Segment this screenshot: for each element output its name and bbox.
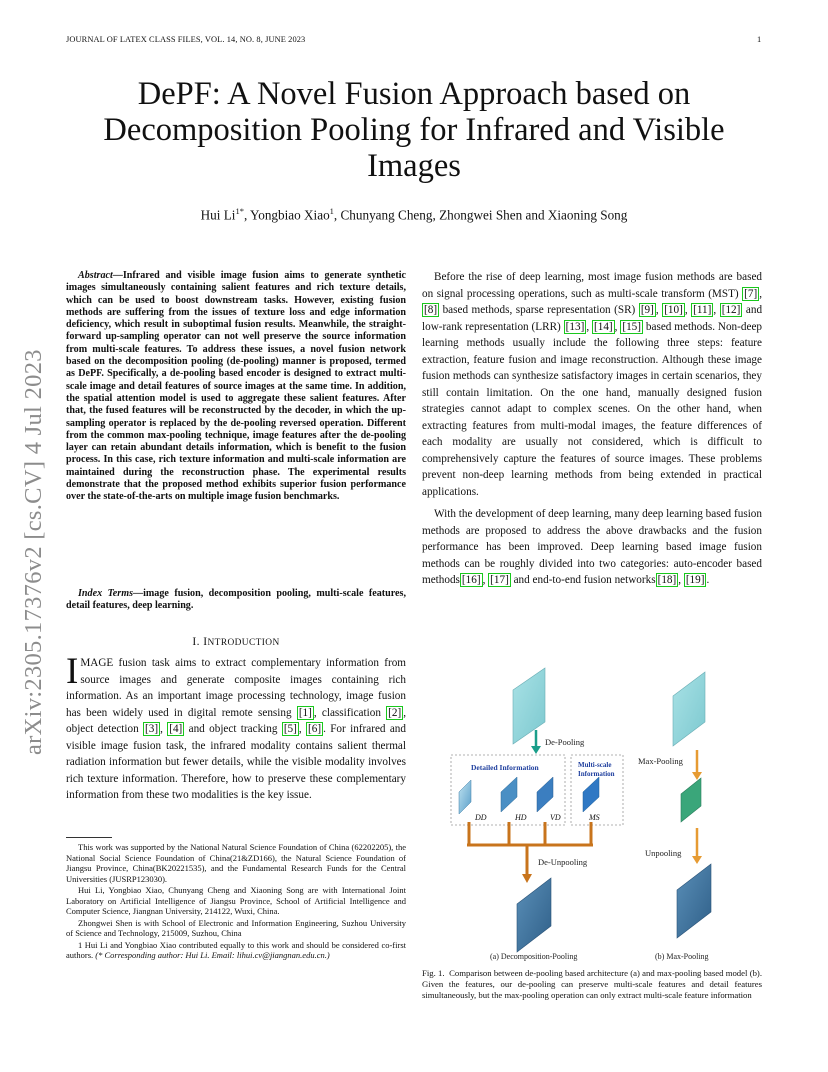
citation-link[interactable]: [15]: [622, 320, 641, 333]
pooled-feature-b: [681, 778, 701, 822]
section-number: I.: [192, 635, 200, 648]
index-terms-label: Index Terms: [78, 588, 133, 599]
index-terms: Index Terms—image fusion, decomposition pooling, multi-scale features, detail features, deep learning.: [66, 588, 406, 612]
citation-link[interactable]: [6]: [308, 723, 322, 735]
paragraph: [422, 506, 762, 589]
citation-link[interactable]: [7]: [744, 287, 758, 300]
abstract-text: Infrared and visible image fusion aims to generate synthetic images simultaneously containing salient features and rich texture details, which can be used to boost downstream tasks. However, existing fusion methods are suffering from the issues of texture loss and edge information deficiency, which result in suboptimal fusion results. Meanwhile, the straight-forward up-sampling operator can not well preserve the source information from multi-scale features. To address these issues, a novel fusion network based on the decomposition pooling (de-pooling) manner is proposed, termed as DePF. Specifically, a de-pooling based encoder is designed to extract multi-scale image and detail features of source images at the same time. In addition, the spatial attention model is used to aggregate these salient features. After that, the fused features will be reconstructed by the decoder, in which the up-sampling operator is replaced by the de-pooling reversed operation. Different from the common max-pooling technique, image features after the de-pooling layer can retain abundant details information, which is benefit to the fusion process. In this case, rich texture information and multi-scale information are maintained during the reconstruction phase. The experimental results demonstrate that the proposed method exhibits superior fusion performance over the state-of-the-arts on multiple image fusion benchmarks.: [66, 270, 406, 503]
author-name: Zhongwei Shen: [439, 207, 523, 223]
section-title-rest: NTRODUCTION: [207, 638, 280, 648]
citation-link[interactable]: [14]: [594, 320, 613, 333]
de-pooling-arrow: [531, 730, 541, 754]
text: Before the rise of deep learning, most image fusion methods are based on signal processing operations, such as multi-scale transform (MST): [422, 271, 762, 300]
citation-link[interactable]: [17]: [490, 574, 509, 586]
citation-link[interactable]: [18]: [657, 574, 677, 586]
text: With the development of deep learning, many deep learning based fusion methods are proposed to address the above drawbacks and the fusion performance has been improved. Deep learning based image fusion methods can be roughly divided into two categories: auto-encoder based methods: [422, 508, 762, 586]
author-name: Chunyang Cheng: [340, 207, 433, 223]
dropcap: I: [66, 651, 79, 692]
section-heading-introduction: [66, 635, 406, 648]
intro-text: . For infrared and visible image fusion task, the infrared modality contains salient thermal radiation information but fewer details, while the visible modality involves rich texture information. Therefore, how to preserve these complementary information from these two modalities is the key issue.: [66, 723, 406, 801]
footnote-rule: [66, 837, 112, 838]
ms-label: MS: [589, 813, 600, 822]
author-name: Xiaoning Song: [547, 207, 628, 223]
input-feature-a: [513, 668, 545, 744]
unpooling-label: Unpooling: [645, 848, 682, 858]
paragraph: [422, 269, 762, 500]
max-pooling-label: Max-Pooling: [638, 756, 683, 766]
feature-dd: [459, 780, 471, 814]
journal-header: JOURNAL OF LATEX CLASS FILES, VOL. 14, NO. 8, JUNE 2023: [66, 35, 306, 44]
hd-label: HD: [515, 813, 527, 822]
citation-link[interactable]: [19]: [685, 574, 705, 586]
author-list: Hui $Li^{1*}$, Yongbiao Xiao$^1$, Chunyang Cheng, Zhongwei Shen and Xiaoning Song: [200, 206, 628, 223]
figure-caption: [422, 968, 762, 1002]
citation-link[interactable]: [1]: [298, 706, 312, 719]
introduction-paragraph: [66, 651, 406, 804]
de-unpooling-arrowhead: [522, 874, 532, 883]
feature-hd: [501, 777, 517, 812]
corresponding-author: (* Corresponding author: Hui Li. Email: lihui.cv@jiangnan.edu.cn.): [95, 950, 330, 960]
dd-label: DD: [475, 813, 487, 822]
intro-text: ,: [298, 723, 307, 735]
feature-vd: [537, 777, 553, 812]
footnote-text: 1 Hui Li and Yongbiao Xiao contributed equally to this work and should be considered co-first authors.: [66, 939, 406, 960]
paper-title: DePF: A Novel Fusion Approach based on Decomposition Pooling for Infrared and Visible Images: [103, 76, 725, 184]
abstract: Abstract—Infrared and visible image fusion aims to generate synthetic images simultaneously containing salient features and rich texture details, which can be used to boost downstream tasks. However, existing fusion methods are suffering from the issues of texture loss and edge information deficiency, which result in suboptimal fusion results. Meanwhile, the straight-forward up-sampling operator can not well preserve the source information from multi-scale features. To address these issues, a novel fusion network based on the decomposition pooling (de-pooling) manner is proposed, termed as DePF. Specifically, a de-pooling based encoder is designed to extract multi-scale image and detail features of source images at the same time. In addition, the spatial attention model is used to aggregate these salient features. After that, the fused features will be reconstructed by the decoder, in which the up-sampling operator is replaced by the de-pooling reversed operation. Different from the common max-pooling technique, image features after the de-pooling layer can retain abundant details information, which is benefit to the fusion process. In this case, rich texture information and multi-scale information are maintained during the reconstruction phase. The experimental results demonstrate that the proposed method exhibits superior fusion performance over the state-of-the-arts on multiple image fusion benchmarks.: [66, 270, 406, 503]
intro-text: , object detection: [66, 706, 406, 735]
page-number: 1: [757, 35, 762, 44]
text: ,: [759, 287, 762, 300]
intro-text: , classification: [313, 706, 387, 719]
citation-link[interactable]: [11]: [693, 304, 712, 316]
footnote-equal-contribution: [66, 940, 406, 961]
citation-link[interactable]: [2]: [388, 706, 402, 719]
text: and end-to-end fusion networks: [510, 574, 656, 586]
unpooling-arrowhead: [692, 856, 702, 864]
text: ,: [684, 304, 692, 316]
author-mark: 1*: [235, 206, 244, 216]
de-pooling-label: De-Pooling: [545, 737, 585, 747]
citation-link[interactable]: [9]: [640, 304, 654, 316]
citation-link[interactable]: [5]: [283, 723, 297, 735]
footnote-affiliation: Zhongwei Shen is with School of Electronic and Information Engineering, Suzhou University of Science and Technology, 215009, Suzhou, China: [66, 917, 406, 938]
author-mark: 1: [329, 206, 334, 216]
input-feature-b: [673, 672, 705, 746]
citation-link[interactable]: [12]: [721, 304, 741, 316]
feature-ms: [583, 777, 599, 812]
text: ,: [713, 304, 720, 316]
caption-label: Fig. 1.: [422, 968, 445, 978]
intro-text: MAGE fusion task aims to extract complementary information from source images and generate composite images containing rich information. As an important image processing technology, image fusion has been widely used in digital remote sensing: [66, 657, 406, 719]
citation-link[interactable]: [16]: [461, 574, 481, 586]
intro-text: ,: [160, 723, 168, 735]
vd-label: VD: [550, 813, 561, 822]
text: based methods, sparse representation (SR): [439, 304, 639, 316]
citation-link[interactable]: [8]: [424, 304, 438, 316]
citation-link[interactable]: [10]: [664, 304, 683, 316]
de-unpooling-label: De-Unpooling: [538, 857, 588, 867]
author-name: Yongbiao Xiao: [250, 207, 330, 223]
right-column-text: [422, 269, 762, 595]
footnote-funding: This work was supported by the National Natural Science Foundation of China (62202205), the National Social Science Foundation of China(21&ZD166), the Natural Science Foundation of Jiangsu Province, China(BK20221535), and the Fundamental Research Funds for the Central Universities (JUSRP123030).: [66, 842, 406, 884]
subfigure-label-b: (b) Max-Pooling: [655, 952, 709, 961]
intro-text: and object tracking: [184, 723, 282, 735]
citation-link[interactable]: [13]: [565, 320, 585, 333]
citation-link[interactable]: [4]: [169, 723, 183, 735]
arxiv-identifier[interactable]: arXiv:2305.17376v2 [cs.CV] 4 Jul 2023: [20, 349, 47, 755]
multi-scale-label: Multi-scale: [578, 761, 612, 769]
detailed-information-label: Detailed Information: [471, 763, 539, 772]
footnote-affiliation: Hui Li, Yongbiao Xiao, Chunyang Cheng and Xiaoning Song are with International Joint Laboratory on Artificial Intelligence of Jiangsu Province, School of Artificial Intelligence and Computer Science, Jiangnan University, 214122, Wuxi, China.: [66, 885, 406, 916]
abstract-label: Abstract: [78, 270, 113, 281]
output-feature-b: [677, 864, 711, 938]
text: ,: [482, 574, 489, 586]
text: based methods. Non-deep learning methods usually include the following three steps: feature extraction, feature fusion and image reconstruction. Although these image fusion methods can synthesize satisfactory images in certain scenarios, they still contain limitation. On the one hand, manually designed fusion strategies cannot adapt to complex scenes. On the other hand, when extracting features from multi-modal images, the feature differences of each modality are usually not considered, which is difficult to comprehensively capture the features of source images. These problems prevent non-deep learning methods from being extended in practical applications.: [422, 320, 762, 498]
text: ,: [655, 304, 663, 316]
text: .: [706, 574, 710, 586]
subfigure-label-a: (a) Decomposition-Pooling: [490, 952, 578, 961]
figure-1: [445, 662, 775, 962]
citation-link[interactable]: [3]: [145, 723, 159, 735]
section-title-first: I: [203, 635, 208, 648]
information-label: Information: [578, 770, 615, 778]
output-feature-a: [517, 878, 551, 952]
text: ,: [678, 574, 684, 586]
text: ,: [586, 320, 593, 333]
caption-text: Comparison between de-pooling based architecture (a) and max-pooling based model (b). Given the features, our de-pooling can preserve multi-scale features and detail features simultaneously, but the max-pooling operation can only extract multi-scale feature information: [422, 968, 762, 1001]
figure-diagram: [445, 662, 775, 962]
text: ,: [614, 320, 621, 333]
footnotes: [66, 842, 406, 962]
author-name: Hui Li: [200, 207, 236, 223]
index-terms-text: image fusion, decomposition pooling, multi-scale features, detail features, deep learning.: [66, 588, 406, 612]
text: and low-rank representation (LRR): [422, 304, 763, 333]
